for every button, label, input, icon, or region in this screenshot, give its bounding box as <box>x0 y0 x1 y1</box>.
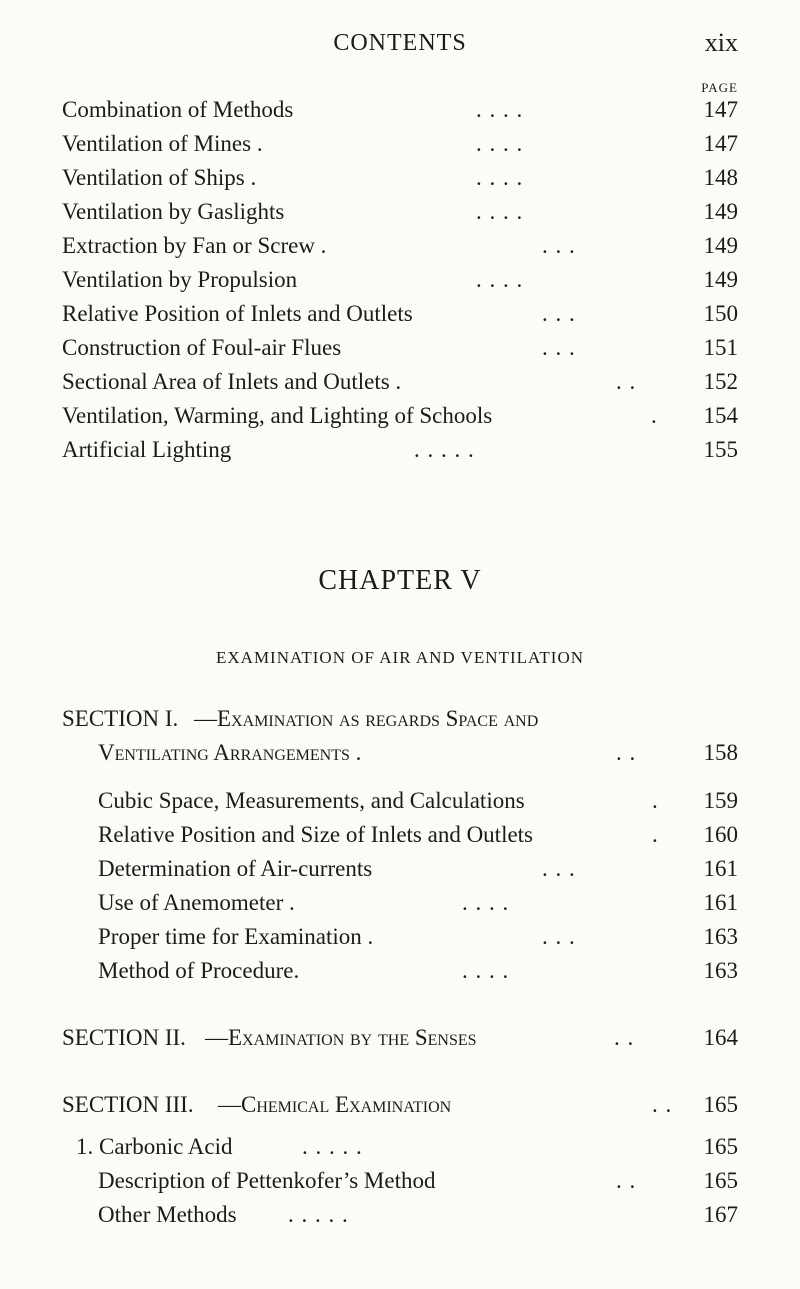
entry-title: Proper time for Examination . <box>98 924 374 949</box>
entry-title: Ventilation of Mines . <box>62 131 263 156</box>
entry-leader-dots: . . . <box>542 301 576 326</box>
entry-leader-dots: . . <box>616 1168 637 1193</box>
toc-entry <box>98 924 738 954</box>
entry-leader-dots: . . <box>616 740 637 765</box>
entry-leader-dots: . . . <box>542 924 576 949</box>
toc-entry <box>62 97 738 127</box>
entry-title: Ventilation by Gaslights <box>62 199 285 224</box>
entry-leader-dots: . . . . <box>462 958 510 983</box>
entry-leader-dots: . . . . <box>476 267 524 292</box>
entry-leader-dots: . . . . <box>462 890 510 915</box>
section-heading-text: Ventilating Arrangements . <box>98 740 362 765</box>
toc-entry <box>76 1134 738 1164</box>
toc-entry <box>98 1202 738 1232</box>
section-label: SECTION I. <box>62 706 179 731</box>
entry-title: Determination of Air-currents <box>98 856 373 881</box>
entry-title: Relative Position and Size of Inlets and Outlets <box>98 822 534 847</box>
entry-leader-dots: . . . . <box>476 97 524 122</box>
toc-entry <box>98 822 738 852</box>
entry-leader-dots: . . . . <box>476 131 524 156</box>
entry-title: Ventilation of Ships . <box>62 165 257 190</box>
toc-entry <box>62 369 738 399</box>
section-heading-text: —Chemical Examination <box>218 1092 452 1117</box>
section-heading-continuation <box>98 740 738 770</box>
section-label: SECTION II. <box>62 1025 186 1050</box>
toc-entry <box>98 958 738 988</box>
entry-page: 151 <box>703 335 738 360</box>
entry-page: 148 <box>703 165 738 190</box>
entry-page: 165 <box>703 1134 738 1159</box>
entry-leader-dots: . . . . <box>476 199 524 224</box>
entry-leader-dots: . <box>652 788 659 813</box>
section-heading <box>62 706 762 736</box>
entry-page: 158 <box>703 740 738 765</box>
entry-page: 149 <box>703 267 738 292</box>
entry-title: Sectional Area of Inlets and Outlets . <box>62 369 402 394</box>
section-heading-text: —Examination as regards Space and <box>194 706 539 731</box>
toc-entry <box>98 788 738 818</box>
entry-page: 160 <box>703 822 738 847</box>
chapter-title: CHAPTER V <box>318 565 482 596</box>
entry-page: 152 <box>703 369 738 394</box>
entry-title: Cubic Space, Measurements, and Calculations <box>98 788 525 813</box>
entry-leader-dots: . . . . . <box>288 1202 349 1227</box>
entry-page: 165 <box>703 1168 738 1193</box>
entry-title: Extraction by Fan or Screw . <box>62 233 327 258</box>
entry-title: Other Methods <box>98 1202 237 1227</box>
entry-title: Ventilation by Propulsion <box>62 267 298 292</box>
entry-leader-dots: . . <box>616 369 637 394</box>
entry-title: Construction of Foul-air Flues <box>62 335 342 360</box>
entry-page: 154 <box>703 403 738 428</box>
entry-title: Artificial Lighting <box>62 437 232 462</box>
chapter-subtitle: EXAMINATION OF AIR AND VENTILATION <box>216 648 584 667</box>
entry-leader-dots: . <box>651 403 658 428</box>
entry-leader-dots: . . . <box>542 856 576 881</box>
toc-entry <box>62 301 738 331</box>
entry-page: 147 <box>703 131 738 156</box>
entry-title: Ventilation, Warming, and Lighting of Schools <box>62 403 493 428</box>
entry-page: 167 <box>703 1202 738 1227</box>
entry-leader-dots: . . . . . <box>414 437 475 462</box>
entry-title: Description of Pettenkofer’s Method <box>98 1168 436 1193</box>
entry-page: 163 <box>703 924 738 949</box>
toc-entry <box>62 437 738 467</box>
entry-leader-dots: . . <box>652 1092 673 1117</box>
entry-title: Combination of Methods <box>62 97 294 122</box>
entry-title: 1. Carbonic Acid <box>76 1134 233 1159</box>
entry-page: 161 <box>703 890 738 915</box>
toc-entry <box>62 233 738 263</box>
entry-page: 159 <box>703 788 738 813</box>
running-head-title: CONTENTS <box>333 30 467 56</box>
entry-page: 155 <box>703 437 738 462</box>
entry-page: 161 <box>703 856 738 881</box>
entry-page: 163 <box>703 958 738 983</box>
toc-entry <box>62 267 738 297</box>
entry-title: Method of Procedure. <box>98 958 300 983</box>
entry-page: 149 <box>703 233 738 258</box>
entry-title: Use of Anemometer . <box>98 890 295 915</box>
toc-entry <box>62 199 738 229</box>
entry-leader-dots: . . <box>614 1025 635 1050</box>
running-head-page-number: xix <box>704 28 738 57</box>
entry-title: Relative Position of Inlets and Outlets <box>62 301 413 326</box>
entry-page: 165 <box>703 1092 738 1117</box>
entry-page: 150 <box>703 301 738 326</box>
entry-page: 149 <box>703 199 738 224</box>
section-heading <box>62 1025 738 1055</box>
entry-leader-dots: . . . <box>542 233 576 258</box>
toc-entry <box>62 403 738 433</box>
entry-page: 164 <box>703 1025 738 1050</box>
entry-page: 147 <box>703 97 738 122</box>
toc-entry <box>98 856 738 886</box>
entry-leader-dots: . . . . <box>476 165 524 190</box>
toc-entry <box>98 890 738 920</box>
section-heading-text: —Examination by the Senses <box>205 1025 477 1050</box>
section-label: SECTION III. <box>62 1092 194 1117</box>
entry-leader-dots: . . . <box>542 335 576 360</box>
page-column-label: PAGE <box>701 80 738 95</box>
toc-entry <box>62 165 738 195</box>
toc-entry <box>98 1168 738 1198</box>
entry-leader-dots: . <box>652 822 659 847</box>
toc-entry <box>62 131 738 161</box>
toc-entry <box>62 335 738 365</box>
entry-leader-dots: . . . . . <box>302 1134 363 1159</box>
section-heading <box>62 1092 738 1122</box>
